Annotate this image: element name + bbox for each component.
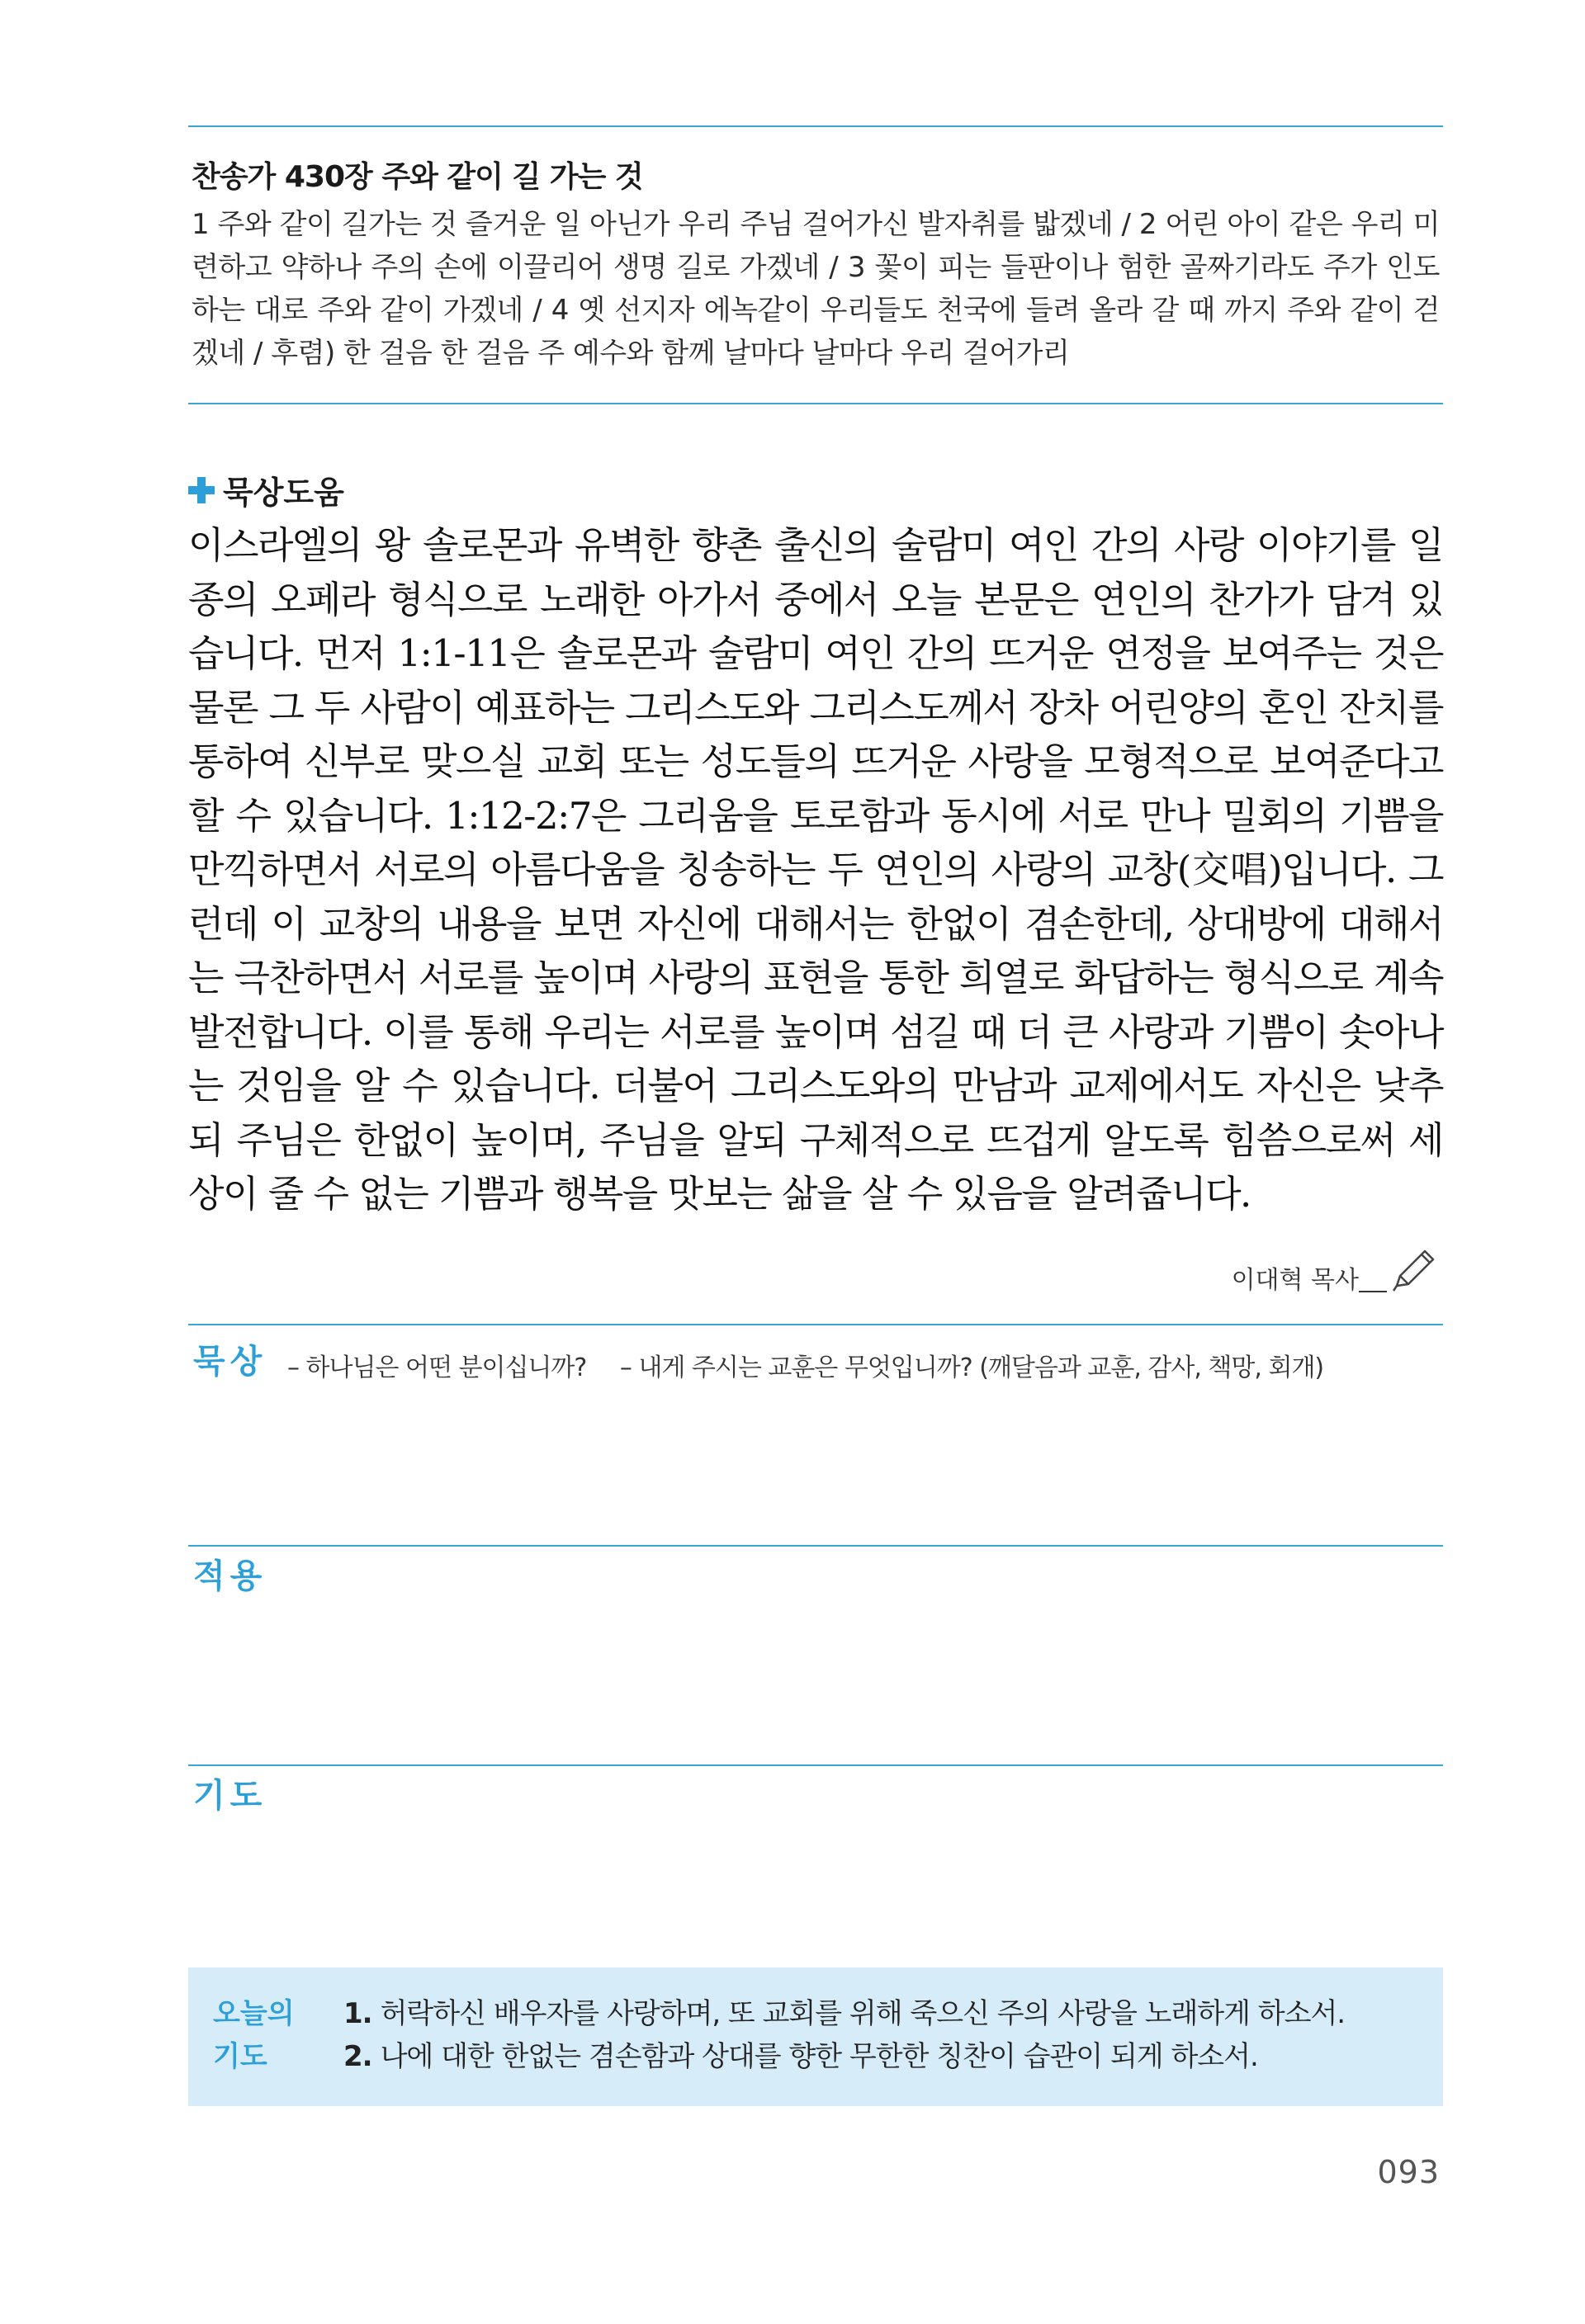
list-item: 2. 나에 대한 한없는 겸손함과 상대를 향한 무한한 칭찬이 습관이 되게 하소서. [343, 2040, 1258, 2073]
prayer-divider [188, 1764, 1443, 1766]
todays-prayer-label: 오늘의 기도 [213, 1997, 295, 2073]
application-divider [188, 1545, 1443, 1547]
prayer-label: 기도 [193, 1777, 267, 1815]
hymn-title: 찬송가 430장 주와 같이 길 가는 것 [192, 160, 643, 194]
muksang-questions [287, 1347, 1350, 1383]
todays-prayer-items [343, 1992, 1345, 2078]
signature-line [1359, 1291, 1387, 1292]
meditation-aid-title: 묵상도움 [223, 475, 344, 511]
plus-icon [188, 477, 215, 503]
page-number: 093 [1377, 2154, 1440, 2190]
pencil-icon [1389, 1245, 1440, 1296]
author-signature [1232, 1245, 1440, 1296]
muksang-label: 묵상 [193, 1343, 267, 1381]
hymn-bottom-divider [188, 403, 1443, 404]
author-name: 이대혁 목사 [1231, 1266, 1359, 1295]
meditation-aid-heading [188, 467, 344, 513]
meditation-aid-body: 이스라엘의 왕 솔로몬과 유벽한 향촌 출신의 술람미 여인 간의 사랑 이야기를 일종의 오페라 형식으로 노래한 아가서 중에서 오늘 본문은 연인의 찬가가 담겨 있습니다. 먼저 1:1-11은 솔로몬과 술람미 여인 간의 뜨거운 연정을 보여주는 것은 물론 그 두 사람이 예표하는 그리스도와 그리스도께서 장차 어린양의 혼인 잔치를 통하여 신부로 맞으실 교회 또는 성도들의 뜨거운 사랑을 모형적으로 보여준다고 할 수 있습니다. 1:12-2:7은 그리움을 토로함과 동시에 서로 만나 밀회의 기쁨을 만끽하면서 서로의 아름다움을 칭송하는 두 연인의 사랑의 교창(交唱)입니다. 그런데 이 교창의 내용을 보면 자신에 대해서는 한없이 겸손한데, 상대방에 대해서는 극찬하면서 서로를 높이며 사랑의 표현을 통한 희열로 화답하는 형식으로 계속 발전합니다. 이를 통해 우리는 서로를 높이며 섬길 때 더 큰 사랑과 기쁨이 솟아나는 것임을 알 수 있습니다. 더불어 그리스도와의 만남과 교제에서도 자신은 낮추되 주님은 한없이 높이며, 주님을 알되 구체적으로 뜨겁게 알도록 힘씀으로써 세상이 줄 수 없는 기쁨과 행복을 맛보는 삶을 살 수 있음을 알려줍니다. [188, 523, 1443, 1216]
muksang-question-1: – 하나님은 어떤 분이십니까? [287, 1353, 587, 1382]
application-label: 적용 [193, 1557, 267, 1595]
muksang-question-2: – 내게 주시는 교훈은 무엇입니까? (깨달음과 교훈, 감사, 책망, 회개) [619, 1353, 1324, 1382]
todays-prayer-box [188, 1967, 1443, 2106]
muksang-divider [188, 1324, 1443, 1325]
top-divider [188, 125, 1443, 127]
hymn-lyrics: 1 주와 같이 길가는 것 즐거운 일 아닌가 우리 주님 걸어가신 발자취를 밟겠네 / 2 어린 아이 같은 우리 미련하고 약하나 주의 손에 이끌리어 생명 길로 가겠네 / 3 꽃이 피는 들판이나 험한 골짜기라도 주가 인도 하는 대로 주와 같이 가겠네 / 4 옛 선지자 에녹같이 우리들도 천국에 들려 올라 갈 때 까지 주와 같이 걷겠네 / 후렴) 한 걸음 한 걸음 주 예수와 함께 날마다 날마다 우리 걸어가리 [192, 208, 1440, 370]
list-item: 1. 허락하신 배우자를 사랑하며, 또 교회를 위해 죽으신 주의 사랑을 노래하게 하소서. [343, 1997, 1346, 2030]
